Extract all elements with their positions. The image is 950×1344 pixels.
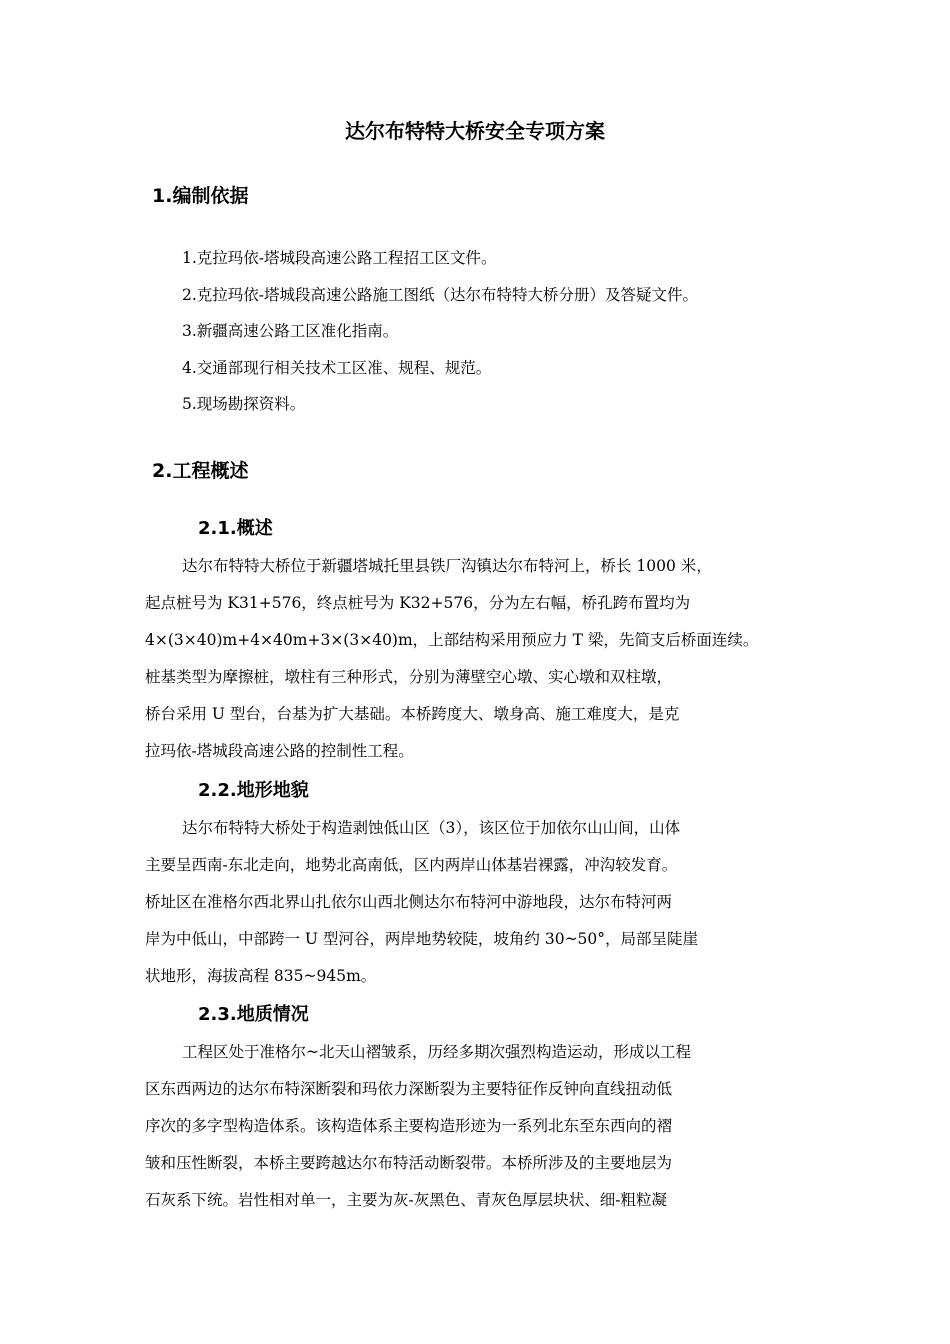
- paragraph-line: 工程区处于准格尔~北天山褶皱系，历经多期次强烈构造运动，形成以工程: [182, 1043, 691, 1061]
- section-heading-overview: 2.工程概述: [152, 460, 249, 482]
- paragraph-geology: [145, 1034, 815, 1219]
- paragraph-line: 桩基类型为摩擦桩，墩柱有三种形式，分别为薄壁空心墩、实心墩和双柱墩，: [145, 668, 673, 686]
- paragraph-line: 桥址区在准格尔西北界山扎依尔山西北侧达尔布特河中游地段，达尔布特河两: [145, 893, 673, 911]
- subsection-heading-overview: 2.1.概述: [198, 518, 273, 539]
- paragraph-line: 起点桩号为 K31+576，终点桩号为 K32+576，分为左右幅，桥孔跨布置均为: [145, 594, 691, 612]
- subsection-heading-geology: 2.3.地质情况: [198, 1004, 309, 1025]
- paragraph-line: 皱和压性断裂，本桥主要跨越达尔布特活动断裂带。本桥所涉及的主要地层为: [145, 1154, 673, 1172]
- paragraph-line: 岸为中低山，中部跨一 U 型河谷，两岸地势较陡，坡角约 30~50°，局部呈陡崖: [145, 930, 699, 948]
- basis-list: [182, 240, 698, 423]
- paragraph-line: 区东西两边的达尔布特深断裂和玛依力深断裂为主要特征作反钟向直线扭动低: [145, 1080, 673, 1098]
- list-item: 5.现场勘探资料。: [182, 395, 306, 413]
- paragraph-line: 状地形，海拔高程 835~945m。: [145, 967, 377, 985]
- paragraph-line: 主要呈西南-东北走向，地势北高南低，区内两岸山体基岩裸露，冲沟较发育。: [145, 856, 678, 874]
- paragraph-line: 桥台采用 U 型台，台基为扩大基础。本桥跨度大、墩身高、施工难度大，是克: [145, 705, 680, 723]
- section-heading-basis: 1.编制依据: [152, 185, 249, 207]
- list-item: 4.交通部现行相关技术工区准、规程、规范。: [182, 358, 492, 377]
- paragraph-line: 达尔布特特大桥处于构造剥蚀低山区（3），该区位于加依尔山山间，山体: [182, 819, 681, 837]
- paragraph-line: 石灰系下统。岩性相对单一，主要为灰-灰黑色、青灰色厚层块状、细-粗粒凝: [145, 1191, 667, 1209]
- paragraph-overview: [145, 548, 815, 770]
- list-item: 2.克拉玛依-塔城段高速公路施工图纸（达尔布特特大桥分册）及答疑文件。: [182, 285, 699, 304]
- paragraph-line: 4×(3×40)m+4×40m+3×(3×40)m，上部结构采用预应力 T 梁，先简支后桥面连续。: [145, 631, 759, 649]
- paragraph-line: 拉玛依-塔城段高速公路的控制性工程。: [145, 742, 414, 760]
- paragraph-line: 序次的多字型构造体系。该构造体系主要构造形迹为一系列北东至东西向的褶: [145, 1117, 673, 1135]
- paragraph-line: 达尔布特特大桥位于新疆塔城托里县铁厂沟镇达尔布特河上，桥长 1000 米，: [182, 557, 712, 575]
- subsection-heading-terrain: 2.2.地形地貌: [198, 780, 309, 801]
- list-item: 3.新疆高速公路工区准化指南。: [182, 322, 399, 340]
- document-title: 达尔布特特大桥安全专项方案: [345, 119, 605, 143]
- list-item: 1.克拉玛依-塔城段高速公路工程招工区文件。: [182, 249, 497, 267]
- paragraph-terrain: [145, 810, 815, 995]
